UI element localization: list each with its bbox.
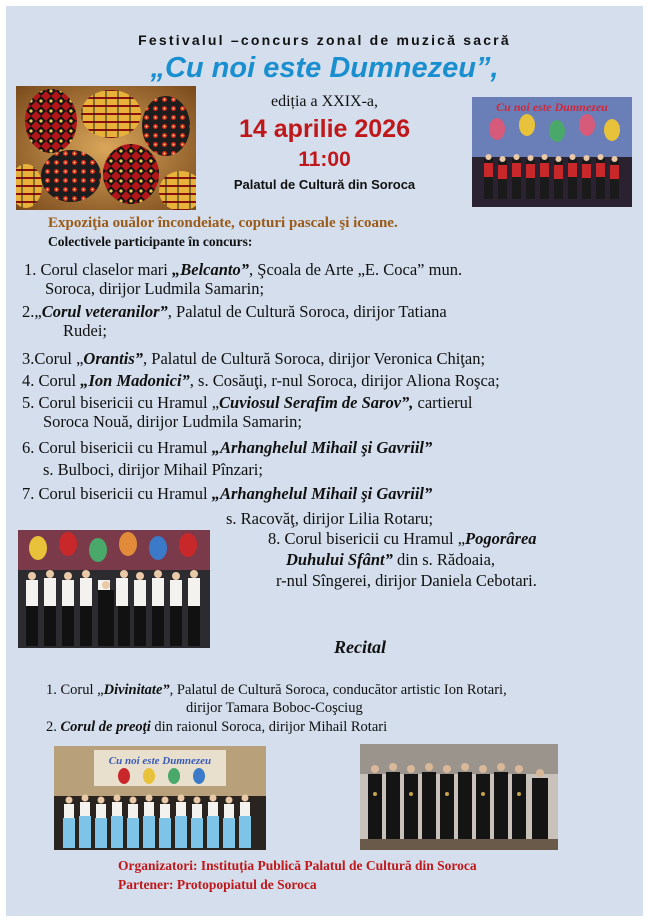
text-run: 8. Corul bisericii cu Hramul „ [268, 529, 466, 548]
text-run: 1. Corul claselor mari [24, 260, 173, 279]
priests-choir-photo [360, 744, 558, 850]
text-run: „Belcanto” [172, 260, 250, 279]
participant-7 [22, 484, 433, 528]
text-run: 4. Corul [22, 371, 81, 390]
stage-banner-text-2: Cu noi este Dumnezeu [108, 755, 212, 767]
text-run: 3.Corul „ [22, 349, 84, 368]
participant-4 [22, 371, 500, 390]
text-run: Cuviosul Serafim de Sarov”, [219, 393, 414, 412]
recital-2-line-1 [46, 718, 387, 736]
text-run: din s. Rădoaia, [392, 550, 496, 569]
participant-4-line-1 [22, 371, 500, 390]
text-run: „Ion Madonici” [80, 371, 190, 390]
organizers-line: Organizatori: Instituția Publică Palatul de Cultură din Soroca [118, 858, 477, 873]
participant-5-line-1 [22, 393, 473, 412]
event-time: 11:00 [298, 148, 351, 171]
text-run: „Arhanghelul Mihail şi Gavriil” [211, 438, 433, 457]
text-run: 7. Corul bisericii cu Hramul [22, 484, 212, 503]
participant-3 [22, 349, 485, 368]
text-run: Duhului Sfânt” [286, 550, 393, 569]
recital-heading: Recital [334, 637, 386, 657]
easter-eggs-photo [16, 86, 196, 210]
text-run: 5. Corul bisericii cu Hramul „ [22, 393, 220, 412]
participant-3-line-1 [22, 349, 485, 368]
text-run: , Palatul de Cultură Soroca, dirijor Veronica Chiţan; [143, 349, 486, 368]
participant-8 [268, 529, 537, 590]
text-run: Soroca, dirijor Ludmila Samarin; [45, 279, 265, 298]
choir-stage-photo-3 [54, 746, 266, 850]
text-run: r-nul Sîngerei, dirijor Daniela Cebotari. [276, 571, 537, 590]
recital-2 [46, 718, 387, 736]
text-run: 2.„ [22, 302, 42, 321]
choir-stage-photo-1 [472, 97, 632, 207]
festival-title: „Cu noi este Dumnezeu”, [150, 52, 499, 84]
text-run: s. Racovăţ, dirijor Lilia Rotaru; [226, 509, 434, 528]
text-run: Soroca Nouă, dirijor Ludmila Samarin; [43, 412, 302, 431]
event-date: 14 aprilie 2026 [239, 115, 410, 143]
participant-8-line-3 [268, 571, 537, 590]
participant-2-line-1 [22, 302, 447, 321]
exhibition-note: Expoziţia ouălor încondeiate, copturi pascale şi icoane. [48, 215, 398, 231]
text-run: , s. Cosăuţi, r-nul Soroca, dirijor Aliona Roşca; [189, 371, 500, 390]
text-run: , Şcoala de Arte „E. Coca” mun. [249, 260, 463, 279]
recital-1-line-2 [46, 699, 507, 717]
participant-6 [22, 438, 432, 479]
participant-8-line-2 [268, 550, 537, 569]
participant-1 [24, 260, 462, 298]
participant-1-line-1 [24, 260, 462, 279]
text-run: din raionul Soroca, dirijor Mihail Rotari [150, 719, 388, 735]
text-run: „Arhanghelul Mihail şi Gavriil” [211, 484, 433, 503]
festival-heading: Festivalul –concurs zonal de muzică sacră [138, 32, 511, 48]
text-run: , Palatul de Cultură Soroca, dirijor Tatiana [167, 302, 447, 321]
text-run: Orantis” [83, 349, 144, 368]
text-run: , Palatul de Cultură Soroca, conducător artistic Ion Rotari, [169, 682, 507, 698]
participant-2 [22, 302, 447, 340]
participant-5-line-2 [22, 412, 473, 431]
edition-label: ediția a XXIX-a, [270, 93, 379, 110]
participant-8-line-1 [268, 529, 537, 548]
participant-7-line-1 [22, 484, 433, 503]
participant-6-line-1 [22, 438, 432, 457]
text-run: 6. Corul bisericii cu Hramul [22, 438, 212, 457]
participant-1-line-2 [24, 279, 462, 298]
text-run: Rudei; [63, 321, 107, 340]
text-run: Corul de preoţi [60, 719, 151, 735]
text-run: cartierul [413, 393, 473, 412]
event-venue: Palatul de Cultură din Soroca [233, 177, 416, 192]
recital-1-line-1 [46, 681, 507, 699]
text-run: s. Bulboci, dirijor Mihail Pînzari; [43, 460, 263, 479]
text-run: 2. [46, 719, 61, 735]
participant-2-line-2 [22, 321, 447, 340]
text-run: 1. Corul „ [46, 682, 104, 698]
participant-5 [22, 393, 473, 431]
partner-line: Partener: Protopopiatul de Soroca [118, 877, 317, 892]
participant-7-line-2 [22, 509, 433, 528]
stage-banner-text: Cu noi este Dumnezeu [496, 100, 608, 114]
participant-6-line-2 [22, 460, 432, 479]
text-run: dirijor Tamara Boboc-Coşciug [186, 700, 363, 716]
recital-1 [46, 681, 507, 717]
text-run: Pogorârea [465, 529, 537, 548]
choir-stage-photo-2 [18, 530, 210, 648]
participants-heading: Colectivele participante în concurs: [48, 234, 253, 249]
text-run: Divinitate” [103, 682, 170, 698]
text-run: Corul veteranilor” [41, 302, 168, 321]
